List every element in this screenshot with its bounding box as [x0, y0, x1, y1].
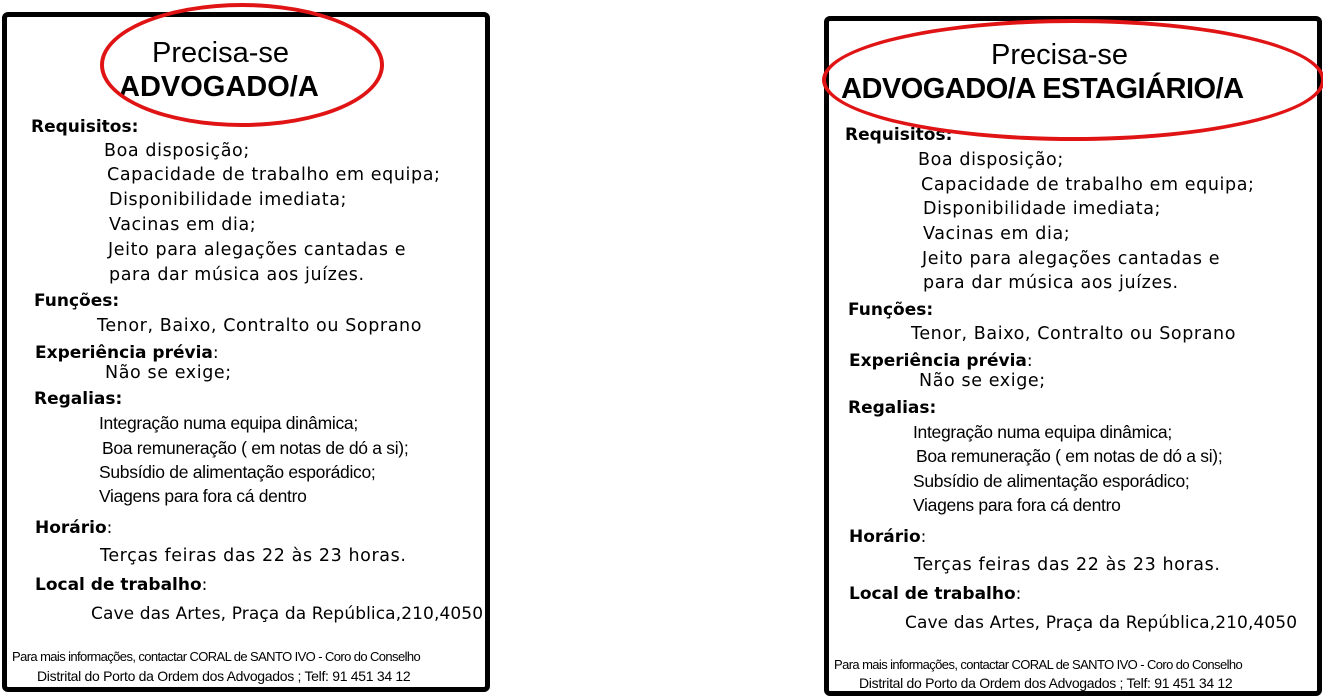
horario-colon: : [106, 518, 113, 538]
headline-precisa-se: Precisa-se [152, 37, 289, 69]
requisitos-label: Requisitos: [31, 117, 139, 137]
regalia-item: Viagens para fora cá dentro [99, 486, 307, 506]
local-label-text: Local de trabalho [35, 575, 202, 595]
local-colon: : [1015, 584, 1022, 604]
regalias-label: Regalias: [34, 389, 123, 409]
requisito-item: Capacidade de trabalho em equipa; [921, 175, 1255, 195]
regalia-item: Boa remuneração ( em notas de dó a si); [916, 446, 1223, 466]
horario-colon: : [920, 527, 927, 547]
local-colon: : [201, 575, 208, 595]
funcoes-label: Funções: [848, 300, 934, 320]
requisito-item: Disponibilidade imediata; [109, 190, 348, 210]
regalia-item: Boa remuneração ( em notas de dó a si); [102, 438, 409, 458]
headline-highlight-oval [100, 3, 384, 127]
footer-contact-line1: Para mais informações, contactar CORAL de SANTO IVO - Coro do Conselho [12, 649, 421, 664]
requisitos-label: Requisitos: [845, 125, 953, 145]
horario-label [849, 527, 926, 547]
experiencia-value: Não se exige; [919, 371, 1046, 391]
experiencia-label-text: Experiência prévia [849, 351, 1027, 371]
job-poster-advogado-estagiario [824, 16, 1322, 696]
local-label-text: Local de trabalho [849, 584, 1016, 604]
regalia-item: Subsídio de alimentação esporádico; [99, 462, 376, 482]
headline-highlight-oval [822, 19, 1323, 141]
requisito-item: Capacidade de trabalho em equipa; [107, 165, 441, 185]
headline-position: ADVOGADO/A ESTAGIÁRIO/A [841, 73, 1244, 105]
experiencia-value: Não se exige; [105, 363, 232, 383]
requisito-item: Jeito para alegações cantadas e [108, 240, 407, 260]
funcoes-value: Tenor, Baixo, Contralto ou Soprano [97, 316, 423, 336]
local-label [35, 575, 207, 595]
horario-label [35, 518, 112, 538]
requisito-item: para dar música aos juízes. [109, 265, 365, 285]
requisito-item: Jeito para alegações cantadas e [922, 249, 1221, 269]
regalia-item: Integração numa equipa dinâmica; [913, 422, 1172, 442]
requisito-item: para dar música aos juízes. [923, 273, 1179, 293]
experiencia-label [35, 343, 219, 363]
requisito-item: Disponibilidade imediata; [923, 199, 1162, 219]
experiencia-label-text: Experiência prévia [35, 343, 213, 363]
horario-label-text: Horário [35, 518, 107, 538]
requisito-item: Boa disposição; [104, 141, 250, 161]
footer-contact-line2: Distrital do Porto da Ordem dos Advogados ; Telf: 91 451 34 12 [37, 668, 411, 684]
job-poster-advogado [2, 12, 490, 692]
regalia-item: Integração numa equipa dinâmica; [99, 413, 358, 433]
requisito-item: Vacinas em dia; [923, 224, 1071, 244]
headline-position: ADVOGADO/A [119, 71, 319, 103]
experiencia-colon: : [212, 343, 219, 363]
local-value: Cave das Artes, Praça da República,210,4050 [905, 613, 1298, 633]
horario-value: Terças feiras das 22 às 23 horas. [914, 555, 1221, 575]
experiencia-colon: : [1026, 351, 1033, 371]
experiencia-label [849, 351, 1033, 371]
regalia-item: Viagens para fora cá dentro [913, 495, 1121, 515]
funcoes-value: Tenor, Baixo, Contralto ou Soprano [911, 324, 1237, 344]
requisito-item: Boa disposição; [918, 150, 1064, 170]
footer-contact-line2: Distrital do Porto da Ordem dos Advogados ; Telf: 91 451 34 12 [859, 675, 1233, 691]
regalias-label: Regalias: [848, 398, 937, 418]
horario-value: Terças feiras das 22 às 23 horas. [100, 546, 407, 566]
local-label [849, 584, 1021, 604]
headline-precisa-se: Precisa-se [991, 39, 1128, 71]
funcoes-label: Funções: [34, 291, 120, 311]
regalia-item: Subsídio de alimentação esporádico; [913, 471, 1190, 491]
requisito-item: Vacinas em dia; [109, 215, 257, 235]
footer-contact-line1: Para mais informações, contactar CORAL de SANTO IVO - Coro do Conselho [834, 657, 1243, 672]
local-value: Cave das Artes, Praça da República,210,4050 [91, 604, 484, 624]
horario-label-text: Horário [849, 527, 921, 547]
